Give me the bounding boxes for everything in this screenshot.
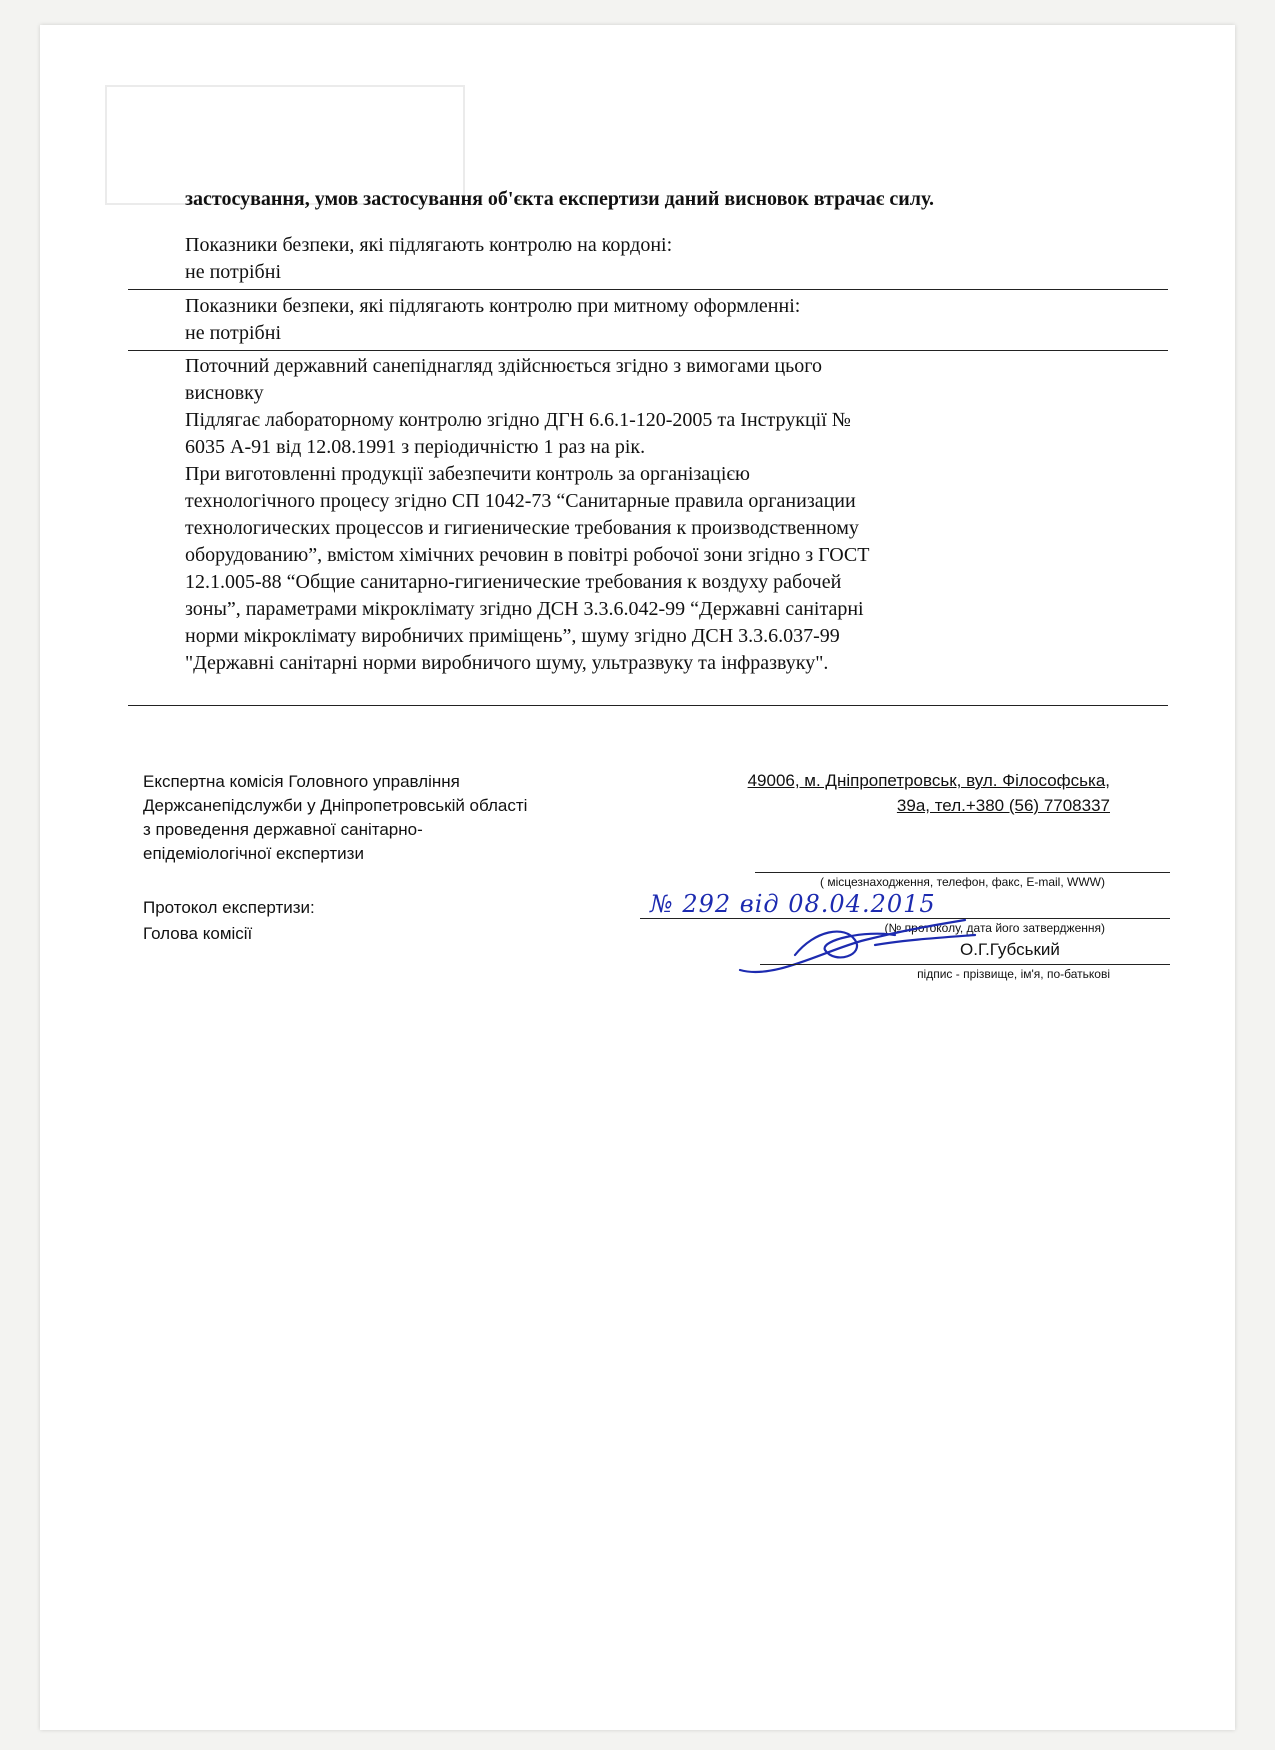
address-underline: [755, 872, 1170, 873]
supervision-line: висновку: [185, 382, 264, 404]
supervision-line: зоны”, параметрами мікроклімату згідно ДСН 3.3.6.042-99 “Державні санітарні: [185, 598, 864, 620]
supervision-line: 6035 А-91 від 12.08.1991 з періодичністю 1 раз на рік.: [185, 436, 646, 458]
border-control-value: не потрібні: [185, 261, 281, 283]
supervision-line: 12.1.005-88 “Общие санитарно-гигиенические требования к воздуху рабочей: [185, 571, 842, 593]
border-control-section: [185, 232, 1085, 286]
supervision-line: При виготовленні продукції забезпечити контроль за організацією: [185, 463, 750, 485]
commission-line: Держсанепідслужби у Дніпропетровській області: [143, 796, 528, 815]
commission-line: Експертна комісія Головного управління: [143, 772, 460, 791]
address-line: 49006, м. Дніпропетровськ, вул. Філософська,: [747, 771, 1110, 790]
divider: [128, 289, 1168, 290]
supervision-line: технологічного процесу згідно СП 1042-73 “Санитарные правила организации: [185, 490, 856, 512]
address-caption: ( місцезнаходження, телефон, факс, E-mail, WWW): [820, 875, 1105, 889]
signature-caption: підпис - прізвище, ім'я, по-батькові: [917, 967, 1110, 981]
protocol-handwritten: № 292 від 08.04.2015: [650, 890, 936, 918]
commission-line: з проведення державної санітарно-: [143, 820, 423, 839]
customs-control-section: [185, 293, 1085, 347]
border-control-label: Показники безпеки, які підлягають контролю на кордоні:: [185, 234, 673, 256]
supervision-line: технологических процессов и гигиенические требования к производственному: [185, 517, 859, 539]
commission-line: епідеміологічної експертизи: [143, 844, 364, 863]
bleed-through-stamp: [105, 85, 465, 205]
supervision-line: "Державні санітарні норми виробничого шуму, ультразвуку та інфразвуку".: [185, 652, 829, 674]
address-line: 39а, тел.+380 (56) 7708337: [896, 796, 1110, 815]
supervision-section: [185, 353, 1085, 677]
supervision-line: норми мікроклімату виробничих приміщень”, шуму згідно ДСН 3.3.6.037-99: [185, 625, 840, 647]
divider: [128, 705, 1168, 706]
chair-name: О.Г.Губський: [960, 940, 1060, 959]
commission-address: [620, 768, 1110, 818]
supervision-line: Підлягає лабораторному контролю згідно ДГН 6.6.1-120-2005 та Інструкції №: [185, 409, 851, 431]
supervision-line: Поточний державний санепіднагляд здійснюється згідно з вимогами цього: [185, 355, 822, 377]
signature-underline: [760, 964, 1170, 965]
divider: [128, 350, 1168, 351]
customs-control-label: Показники безпеки, які підлягають контролю при митному оформленні:: [185, 295, 801, 317]
validity-statement: застосування, умов застосування об'єкта експертизи даний висновок втрачає силу.: [185, 188, 934, 210]
supervision-line: оборудованию”, вмістом хімічних речовин в повітрі робочої зони згідно з ГОСТ: [185, 544, 870, 566]
protocol-caption: (№ протоколу, дата його затвердження): [884, 921, 1105, 935]
customs-control-value: не потрібні: [185, 322, 281, 344]
chair-label: Голова комісії: [143, 924, 253, 943]
commission-name: [143, 770, 663, 866]
protocol-label: Протокол експертизи:: [143, 898, 315, 917]
